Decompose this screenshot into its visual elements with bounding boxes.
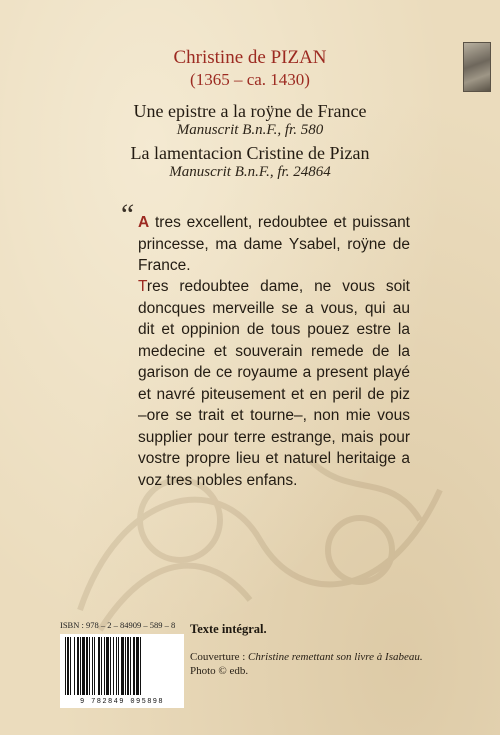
barcode-bar <box>77 637 79 695</box>
barcode-bar <box>121 637 124 695</box>
barcode-bar <box>92 637 93 695</box>
paragraph-text: tres excellent, redoubtee et puissant princesse, ma dame Ysabel, roÿne de France. <box>138 214 410 274</box>
barcode-bar <box>101 637 102 695</box>
paragraph-text: res redoubtee dame, ne vous soit doncques merveille se a vous, qui au dit et oppinion de tous pouez estre la medecine et souverain remede de la garison de ce royaume a present playé et navré piteusement et en peril de piz –ore se trait et tourne–, non mie vous supplier pour terre estrange, mais pour vostre propre lieu et naturel heritaige a voz tres nobles enfans. <box>138 278 410 489</box>
barcode-bar <box>89 637 90 695</box>
drop-cap-initial: A <box>138 214 150 231</box>
cover-credit <box>190 650 480 678</box>
barcode-bar <box>140 637 141 695</box>
barcode-bars <box>63 637 181 695</box>
barcode-digits: 9 782849 095898 <box>79 698 164 706</box>
barcode-bar <box>136 637 139 695</box>
work-title-2: La lamentacion Cristine de Pizan <box>130 143 370 163</box>
opening-quote-mark: “ <box>118 198 135 231</box>
barcode <box>60 634 184 708</box>
excerpt-paragraph-1 <box>138 212 410 277</box>
barcode-bar <box>116 637 117 695</box>
barcode-bar <box>67 637 69 695</box>
barcode-bar <box>133 637 135 695</box>
isbn-block <box>60 620 184 710</box>
barcode-bar <box>70 637 71 695</box>
excerpt-paragraph-2 <box>138 276 410 491</box>
barcode-bar <box>74 637 75 695</box>
work-manuscript-2: Manuscrit B.n.F., fr. 24864 <box>169 164 331 180</box>
barcode-bar <box>113 637 114 695</box>
barcode-bar <box>106 637 109 695</box>
barcode-bar <box>80 637 81 695</box>
isbn-label: ISBN : 978 – 2 – 84909 – 589 – 8 <box>60 620 176 630</box>
author-dates: (1365 – ca. 1430) <box>190 70 310 89</box>
barcode-bar <box>86 637 88 695</box>
author-name: Christine de PIZAN <box>173 47 327 68</box>
edition-note: Texte intégral. <box>190 622 267 636</box>
barcode-bar <box>65 637 66 695</box>
barcode-bar <box>125 637 126 695</box>
cover-credit-prefix: Couverture : <box>190 651 249 663</box>
photo-credit: Photo © edb. <box>190 665 249 677</box>
drop-cap-initial: T <box>138 278 147 295</box>
cover-credit-title: Christine remettant son livre à Isabeau. <box>248 651 423 663</box>
barcode-bar <box>118 637 119 695</box>
barcode-bar <box>130 637 131 695</box>
barcode-bar <box>98 637 100 695</box>
barcode-bar <box>94 637 95 695</box>
barcode-bar <box>82 637 85 695</box>
work-title-1: Une epistre a la roÿne de France <box>133 101 367 121</box>
barcode-bar <box>104 637 105 695</box>
barcode-bar <box>110 637 111 695</box>
barcode-bar <box>127 637 129 695</box>
work-manuscript-1: Manuscrit B.n.F., fr. 580 <box>176 122 324 138</box>
